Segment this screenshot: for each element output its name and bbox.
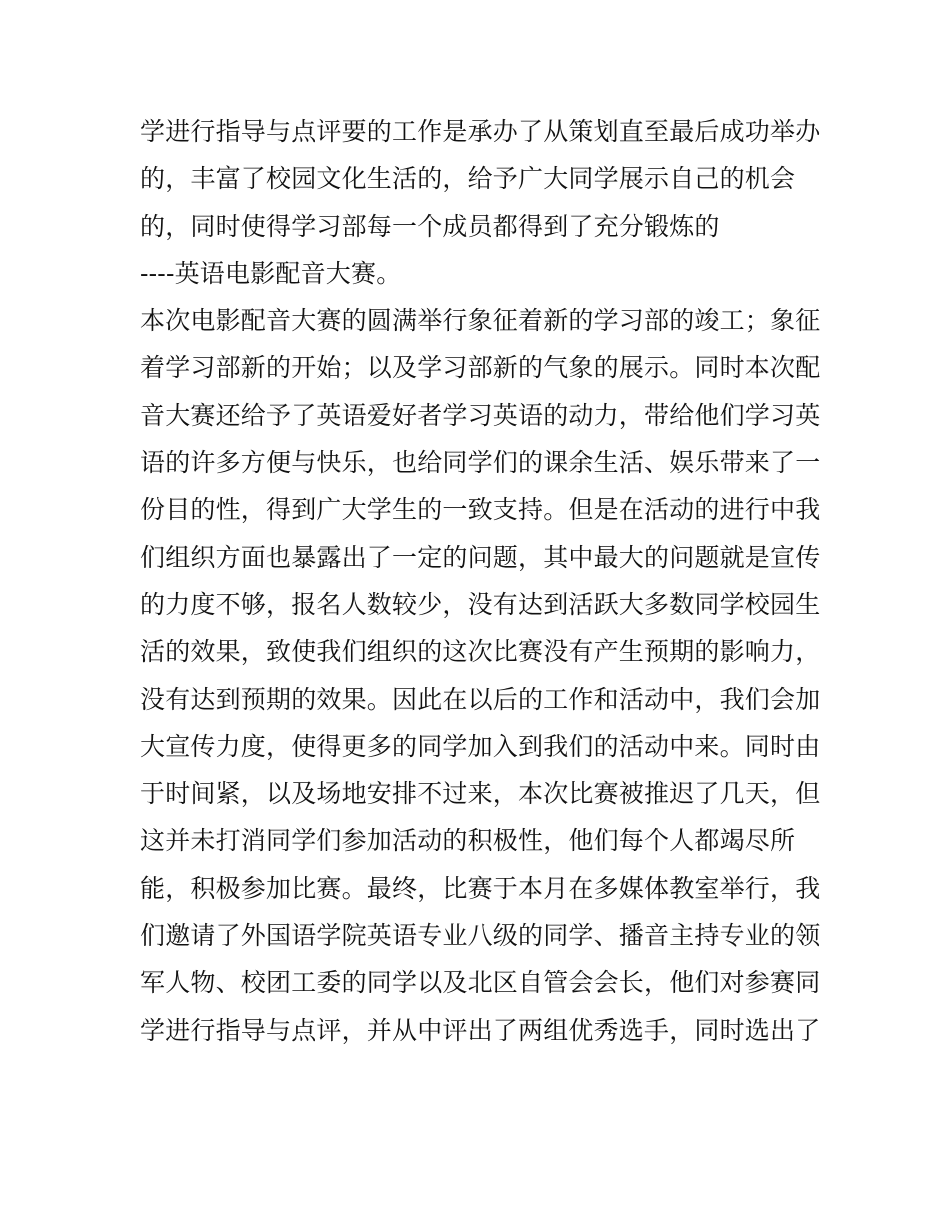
text-line-12: 活的效果，致使我们组织的这次比赛没有产生预期的影响力， — [140, 637, 821, 667]
text-line-3: 的，同时使得学习部每一个成员都得到了充分锻炼的 — [140, 211, 720, 241]
text-line-4: ----英语电影配音大赛。 — [140, 258, 402, 288]
text-line-7: 音大赛还给予了英语爱好者学习英语的动力，带给他们学习英 — [140, 400, 821, 430]
body-text — [140, 108, 820, 1054]
text-line-18: 们邀请了外国语学院英语专业八级的同学、播音主持专业的领 — [140, 921, 821, 951]
text-line-6: 着学习部新的开始；以及学习部新的气象的展示。同时本次配 — [140, 353, 821, 383]
text-line-5: 本次电影配音大赛的圆满举行象征着新的学习部的竣工；象征 — [140, 306, 821, 336]
text-line-10: 们组织方面也暴露出了一定的问题，其中最大的问题就是宣传 — [140, 542, 821, 572]
text-line-9: 份目的性，得到广大学生的一致支持。但是在活动的进行中我 — [140, 495, 821, 525]
text-line-1: 学进行指导与点评要的工作是承办了从策划直至最后成功举办 — [140, 117, 821, 146]
text-line-19: 军人物、校团工委的同学以及北区自管会会长，他们对参赛同 — [140, 968, 821, 998]
text-line-13: 没有达到预期的效果。因此在以后的工作和活动中，我们会加 — [140, 684, 821, 714]
text-line-8: 语的许多方便与快乐，也给同学们的课余生活、娱乐带来了一 — [140, 448, 821, 478]
text-line-16: 这并未打消同学们参加活动的积极性，他们每个人都竭尽所 — [140, 826, 796, 856]
text-line-2: 的，丰富了校园文化生活的，给予广大同学展示自己的机会 — [140, 164, 796, 194]
text-line-14: 大宣传力度，使得更多的同学加入到我们的活动中来。同时由 — [140, 731, 821, 761]
text-line-15: 于时间紧，以及场地安排不过来，本次比赛被推迟了几天，但 — [140, 779, 821, 809]
text-line-17: 能，积极参加比赛。最终，比赛于本月在多媒体教室举行，我 — [140, 873, 821, 903]
text-line-11: 的力度不够，报名人数较少，没有达到活跃大多数同学校园生 — [140, 589, 821, 619]
text-line-20: 学进行指导与点评，并从中评出了两组优秀选手，同时选出了 — [140, 1015, 821, 1045]
